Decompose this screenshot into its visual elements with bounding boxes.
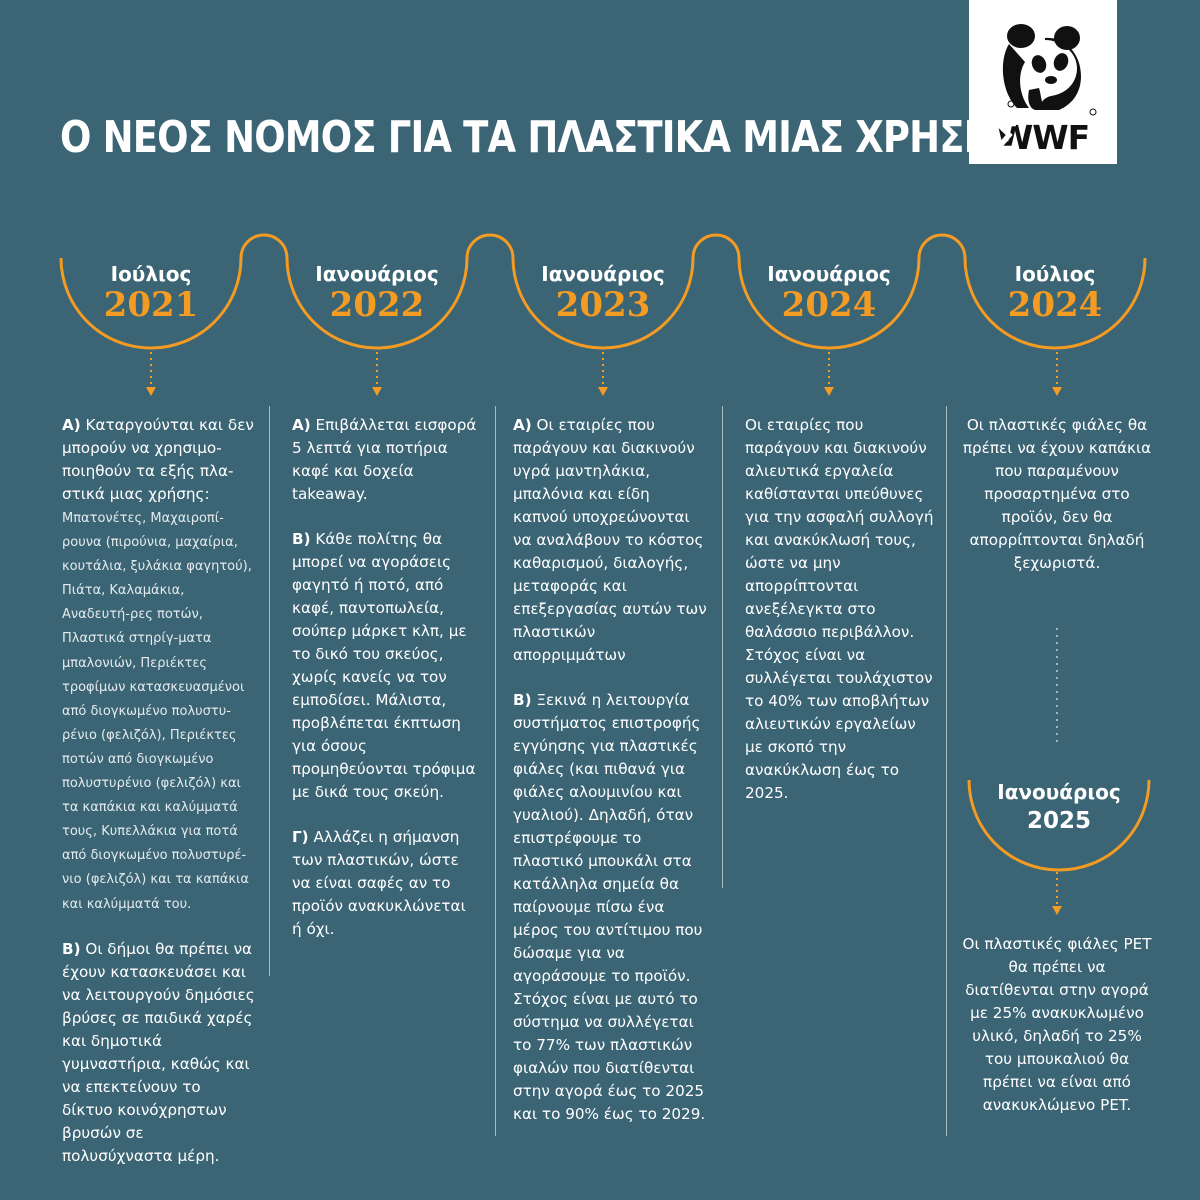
arrow-head-2024b xyxy=(1052,387,1062,396)
page-title: Ο ΝΕΟΣ ΝΟΜΟΣ ΓΙΑ ΤΑ ΠΛΑΣΤΙΚΑ ΜΙΑΣ ΧΡΗΣΗΣ xyxy=(60,112,1019,163)
item-text: Επιβάλλεται εισφορά 5 λεπτά για ποτήρια καφέ και δοχεία takeaway. xyxy=(292,416,477,503)
column-2025 xyxy=(962,933,1152,1139)
item-text-2024a: Οι εταιρίες που παράγουν και διακινούν αλιευτικά εργαλεία καθίστανται υπεύθυνες για την ασφαλή συλλογή και ανακύκλωσή τους, ώστε να μην απορρίπτονται ανεξέλεγκτα στο θαλάσσιο περιβάλλον. Στόχος είναι να συλλέγεται τουλάχιστον το 40% των αποβλήτων αλιευτικών εργαλείων με σκοπό την ανακύκλωση έως το 2025. xyxy=(745,416,934,802)
item-label: Γ) xyxy=(292,828,309,846)
timeline-year-2021: 2021 xyxy=(103,285,199,325)
timeline-month-2023: Ιανουάριος xyxy=(541,262,665,286)
item-a-2023 xyxy=(513,414,709,667)
item-b-2021 xyxy=(62,938,256,1168)
arrow-head-2025 xyxy=(1052,906,1062,915)
item-text-2025: Οι πλαστικές φιάλες PET θα πρέπει να διατίθενται στην αγορά με 25% ανακυκλωμένο υλικό, δηλαδή το 25% του μπουκαλιού θα πρέπει να είναι από ανακυκλώμενο PET. xyxy=(962,935,1152,1114)
item-label: Β) xyxy=(292,530,311,548)
item-text: Αλλάζει η σήμανση των πλαστικών, ώστε να είναι σαφές αν το προϊόν ανακυκλώνεται ή όχι. xyxy=(292,828,466,938)
column-2024-january xyxy=(745,414,935,827)
item-label: Α) xyxy=(513,416,532,434)
column-divider xyxy=(722,406,723,888)
arrow-head-2024a xyxy=(824,387,834,396)
item-a-2022 xyxy=(292,414,480,506)
column-divider xyxy=(946,406,947,1136)
timeline-month-2025: Ιανουάριος xyxy=(997,780,1121,804)
timeline-year-2024a: 2024 xyxy=(781,285,877,325)
item-text: Οι δήμοι θα πρέπει να έχουν κατασκευάσει και να λειτουργούν δημόσιες βρύσες σε παιδικά χαρές και δημοτικά γυμναστήρια, καθώς και να επεκτείνουν το δίκτυο κοινόχρηστων βρυσών σε πολυσύχναστα μέρη. xyxy=(62,939,255,1165)
timeline-month-2022: Ιανουάριος xyxy=(315,262,439,286)
item-text: Ξεκινά η λειτουργία συστήματος επιστροφής εγγύησης για πλαστικές φιάλες (και πιθανά για φιάλες αλουμινίου και γυαλιού). Δηλαδή, όταν επιστρέφουμε το πλαστικό μπουκάλι στα κατάλληλα σημεία θα παίρνουμε πίσω ένα μέρος του αντίτιμου που δώσαμε για να αγοράσουμε το προϊόν. Στόχος είναι με αυτό το σύστημα να συλλέγεται το 77% των πλαστικών φιαλών που διατίθενται στην αγορά έως το 2025 και το 90% έως το 2029. xyxy=(513,691,706,1123)
timeline-month-2024a: Ιανουάριος xyxy=(767,262,891,286)
item-text: Κάθε πολίτης θα μπορεί να αγοράσεις φαγητό ή ποτό, από καφέ, παντοπωλεία, σούπερ μάρκετ κλπ, με το δικό του σκεύος, χωρίς κανείς να τον εμποδίσει. Μάλιστα, προβλέπεται έκπτωση για όσους προμηθεύονται τρόφιμα με δικά τους σκεύη. xyxy=(292,530,476,801)
item-text: Καταργούνται και δεν μπορούν να χρησιμο-ποιηθούν τα εξής πλα-στικά μιας χρήσης: xyxy=(62,416,254,503)
column-2024-july xyxy=(962,414,1152,597)
column-2022 xyxy=(292,414,480,963)
timeline-year-2022: 2022 xyxy=(329,285,425,325)
item-text-2024b: Οι πλαστικές φιάλες θα πρέπει να έχουν καπάκια που παραμένουν προσαρτημένα στο προϊόν, δεν θα απορρίπτονται δηλαδή ξεχωριστά. xyxy=(962,416,1152,572)
timeline-month-2021: Ιούλιος xyxy=(110,262,192,286)
column-divider xyxy=(495,406,496,1136)
timeline-year-2023: 2023 xyxy=(555,285,651,325)
arrow-head-2021 xyxy=(146,387,156,396)
item-b-2023 xyxy=(513,689,709,1126)
item-c-2022 xyxy=(292,826,480,941)
item-label: Α) xyxy=(62,416,81,434)
item-a-2021 xyxy=(62,414,256,916)
arrow-head-2023 xyxy=(598,387,608,396)
timeline-month-2024b: Ιούλιος xyxy=(1014,262,1096,286)
timeline-year-2024b: 2024 xyxy=(1007,285,1103,325)
item-b-2022 xyxy=(292,528,480,804)
item-label: Β) xyxy=(513,691,532,709)
column-divider xyxy=(269,406,270,976)
arrow-head-2022 xyxy=(372,387,382,396)
column-2023 xyxy=(513,414,709,1148)
banned-items-list: Μπατονέτες, Μαχαιροπί-ρουνα (πιρούνια, μαχαίρια, κουτάλια, ξυλάκια φαγητού), Πιάτα, Καλαμάκια, Αναδευτή-ρες ποτών, Πλαστικά στηρίγ-ματα μπαλονιών, Περιέκτες τροφίμων κατασκευασμένοι από διογκωμένο πολυστυ-ρένιο (φελιζόλ), Περιέκτες ποτών από διογκωμένο πολυστυρένιο (φελιζόλ) και τα καπάκια και καλύμματά τους, Κυπελλάκια για ποτά από διογκωμένο πολυστυρέ-νιο (φελιζόλ) και τα καπάκια και καλύμματά του. xyxy=(62,511,252,912)
wwf-wordmark: WWF xyxy=(996,118,1090,157)
timeline-year-2025: 2025 xyxy=(1026,808,1091,834)
item-label: Α) xyxy=(292,416,311,434)
item-label: Β) xyxy=(62,939,81,958)
column-2021 xyxy=(62,414,256,1190)
item-text: Οι εταιρίες που παράγουν και διακινούν υγρά μαντηλάκια, μπαλόνια και είδη καπνού υποχρεώνονται να αναλάβουν το κόστος καθαρισμού, διαλογής, μεταφοράς και επεξεργασίας αυτών των πλαστικών απορριμμάτων xyxy=(513,416,707,664)
